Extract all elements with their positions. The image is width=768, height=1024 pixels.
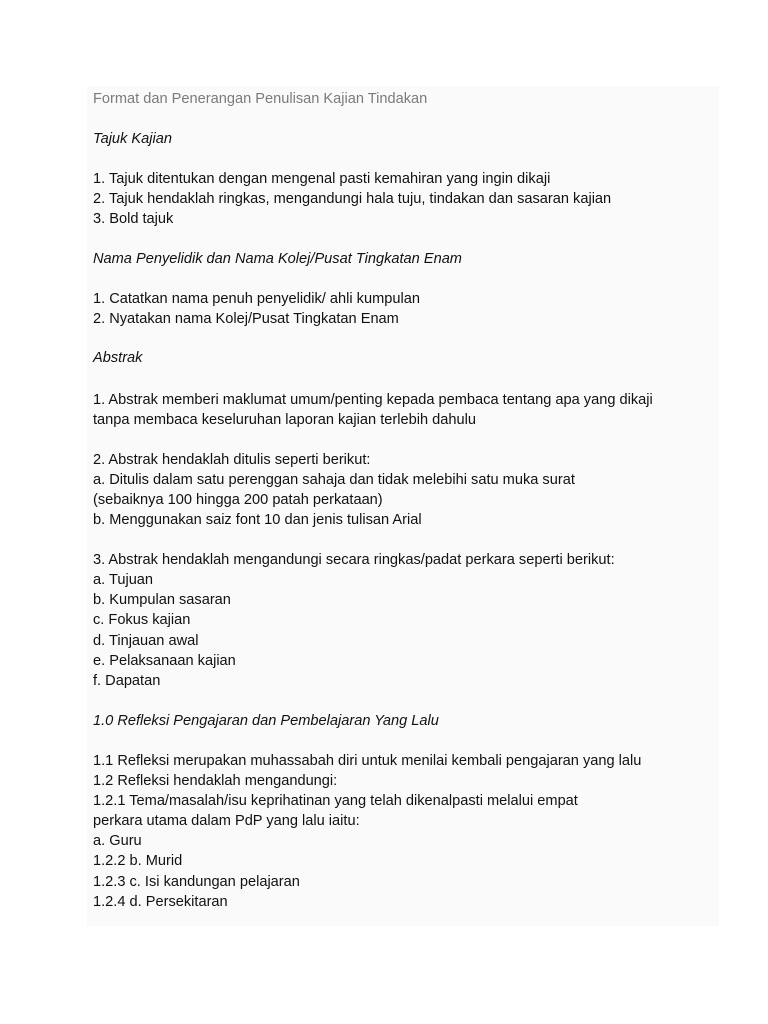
- list-item: b. Kumpulan sasaran: [93, 592, 231, 608]
- paragraph-line: 1. Abstrak memberi maklumat umum/penting kepada pembaca tentang apa yang dikaji: [93, 392, 653, 408]
- list-item: d. Tinjauan awal: [93, 633, 199, 649]
- list-item: 2. Nyatakan nama Kolej/Pusat Tingkatan Enam: [93, 311, 399, 327]
- section-heading-abstrak: Abstrak: [93, 350, 143, 366]
- list-item: 1.2.3 c. Isi kandungan pelajaran: [93, 874, 300, 890]
- list-item: 1.1 Refleksi merupakan muhassabah diri untuk menilai kembali pengajaran yang lalu: [93, 753, 642, 769]
- list-item: e. Pelaksanaan kajian: [93, 653, 236, 669]
- list-item: 1.2.1 Tema/masalah/isu keprihatinan yang telah dikenalpasti melalui empat: [93, 793, 578, 809]
- list-item: f. Dapatan: [93, 673, 161, 689]
- list-item: 2. Abstrak hendaklah ditulis seperti berikut:: [93, 452, 371, 468]
- list-item: 1. Tajuk ditentukan dengan mengenal pasti kemahiran yang ingin dikaji: [93, 171, 551, 187]
- list-item: 2. Tajuk hendaklah ringkas, mengandungi hala tuju, tindakan dan sasaran kajian: [93, 191, 612, 207]
- list-item: 1. Catatkan nama penuh penyelidik/ ahli kumpulan: [93, 291, 420, 307]
- paragraph-line: perkara utama dalam PdP yang lalu iaitu:: [93, 813, 360, 829]
- list-item: 1.2 Refleksi hendaklah mengandungi:: [93, 773, 338, 789]
- section-heading-tajuk-kajian: Tajuk Kajian: [93, 131, 172, 147]
- list-item: a. Tujuan: [93, 572, 154, 588]
- section-heading-nama-penyelidik: Nama Penyelidik dan Nama Kolej/Pusat Tingkatan Enam: [93, 251, 462, 267]
- list-item: b. Menggunakan saiz font 10 dan jenis tulisan Arial: [93, 512, 422, 528]
- list-item: 1.2.2 b. Murid: [93, 853, 183, 869]
- paragraph-line: tanpa membaca keseluruhan laporan kajian terlebih dahulu: [93, 412, 476, 428]
- list-item: c. Fokus kajian: [93, 612, 191, 628]
- paragraph-line: (sebaiknya 100 hingga 200 patah perkataan): [93, 492, 383, 508]
- list-item: 3. Bold tajuk: [93, 211, 174, 227]
- list-item: 1.2.4 d. Persekitaran: [93, 894, 228, 910]
- section-heading-refleksi: 1.0 Refleksi Pengajaran dan Pembelajaran Yang Lalu: [93, 713, 439, 729]
- list-item: a. Ditulis dalam satu perenggan sahaja dan tidak melebihi satu muka surat: [93, 472, 575, 488]
- list-item: 3. Abstrak hendaklah mengandungi secara ringkas/padat perkara seperti berikut:: [93, 552, 615, 568]
- document-title: Format dan Penerangan Penulisan Kajian Tindakan: [93, 91, 428, 107]
- list-item: a. Guru: [93, 833, 142, 849]
